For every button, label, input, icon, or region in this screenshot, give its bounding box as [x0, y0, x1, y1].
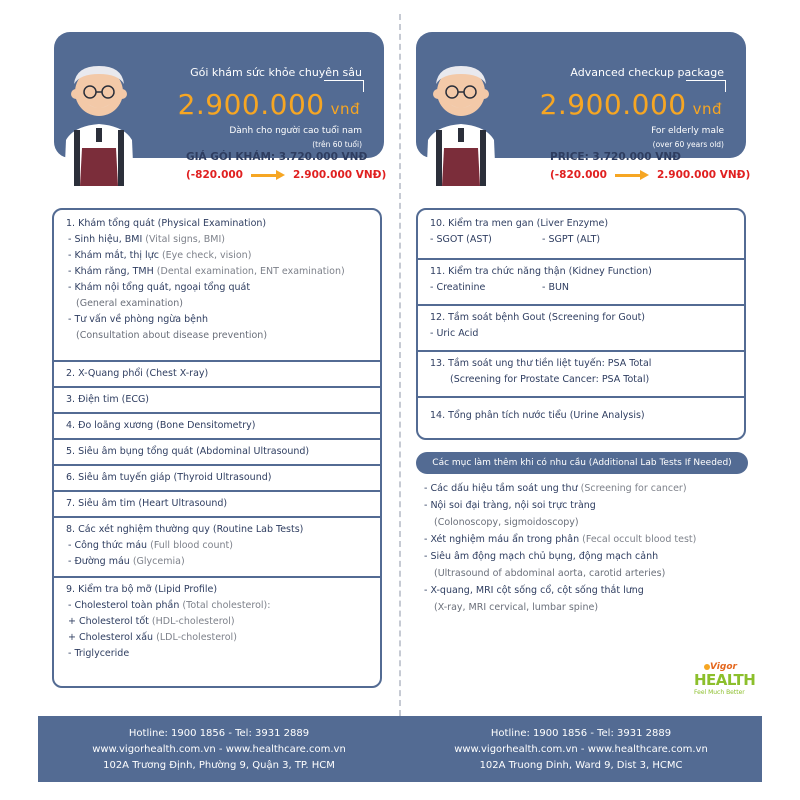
- item-heading: 14. Tổng phân tích nước tiểu (Urine Analysis): [430, 410, 645, 421]
- vigor-health-logo: [692, 662, 756, 702]
- item-line: - Triglyceride: [68, 648, 130, 659]
- hotline-text: Hotline: 1900 1856 - Tel: 3931 2889: [490, 728, 672, 739]
- list-item: [54, 466, 380, 492]
- logo-top-text: Vigor: [710, 662, 737, 672]
- item-line: (Consultation about disease prevention): [76, 330, 268, 341]
- item-line: - SGOT (AST) - SGPT (ALT): [430, 234, 601, 245]
- item-heading: 9. Kiểm tra bộ mỡ (Lipid Profile): [66, 584, 218, 595]
- additional-tests-list: [424, 480, 744, 616]
- additional-tests-header: Các mục làm thêm khi có nhu cầu (Additional Lab Tests If Needed): [416, 452, 748, 474]
- item-heading: 2. X-Quang phổi (Chest X-ray): [66, 368, 209, 379]
- item-line: - Khám mắt, thị lực (Eye check, vision): [68, 250, 252, 261]
- list-item: (X-ray, MRI cervical, lumbar spine): [434, 602, 599, 613]
- list-item: - X-quang, MRI cột sống cổ, cột sống thắt lưng: [424, 585, 644, 596]
- item-heading: 6. Siêu âm tuyến giáp (Thyroid Ultrasound): [66, 472, 272, 483]
- item-line: + Cholesterol xấu (LDL-cholesterol): [68, 632, 237, 643]
- discounted-price: 2.900.000 VNĐ): [292, 169, 387, 181]
- right-items-box: [416, 208, 746, 440]
- item-line: - Khám nội tổng quát, ngoại tổng quát: [68, 282, 251, 293]
- arrow-right-icon: [615, 170, 649, 180]
- discount-line: [186, 169, 386, 181]
- discount-amount: (-820.000: [186, 169, 243, 181]
- website-text: www.vigorhealth.com.vn - www.healthcare.com.vn: [454, 744, 708, 755]
- item-heading: 12. Tầm soát bệnh Gout (Screening for Gout): [430, 312, 646, 323]
- discount-line: [550, 169, 750, 181]
- list-item: - Các dấu hiệu tầm soát ung thư (Screening for cancer): [424, 483, 687, 494]
- list-item: [418, 352, 744, 398]
- list-item: [418, 260, 744, 306]
- list-item: (Colonoscopy, sigmoidoscopy): [434, 517, 579, 528]
- list-item: [418, 210, 744, 260]
- item-heading-en: (Screening for Prostate Cancer: PSA Total): [450, 374, 650, 385]
- price-value: 2.900.000: [177, 88, 325, 121]
- item-heading: 11. Kiểm tra chức năng thận (Kidney Function): [430, 266, 652, 277]
- item-line: - Đường máu (Glycemia): [68, 556, 185, 567]
- footer-right: [400, 726, 762, 774]
- item-heading: 10. Kiểm tra men gan (Liver Enzyme): [430, 218, 609, 229]
- package-price: GIÁ GÓI KHÁM: 3.720.000 VNĐ: [186, 151, 368, 163]
- address-text: 102A Trương Định, Phường 9, Quận 3, TP. HCM: [103, 760, 335, 771]
- logo-tagline: Feel Much Better: [694, 689, 745, 696]
- list-item: [54, 518, 380, 578]
- banner-title: Advanced checkup package: [570, 66, 724, 79]
- list-item: - Siêu âm động mạch chủ bụng, động mạch cảnh: [424, 551, 659, 562]
- footer-left: [38, 726, 400, 774]
- list-item: [54, 492, 380, 518]
- price-value: 2.900.000: [539, 88, 687, 121]
- banner-age-note: (trên 60 tuổi): [312, 140, 362, 149]
- item-line: + Cholesterol tốt (HDL-cholesterol): [68, 616, 235, 627]
- hotline-text: Hotline: 1900 1856 - Tel: 3931 2889: [128, 728, 310, 739]
- item-line: (General examination): [76, 298, 183, 309]
- list-item: - Nội soi đại tràng, nội soi trực tràng: [424, 500, 596, 511]
- price-unit: vnđ: [330, 100, 360, 118]
- list-item: [54, 388, 380, 414]
- item-heading: 7. Siêu âm tim (Heart Ultrasound): [66, 498, 228, 509]
- price-unit: vnđ: [692, 100, 722, 118]
- item-line: - Khám răng, TMH (Dental examination, ENT examination): [68, 266, 345, 277]
- item-heading: 4. Đo loãng xương (Bone Densitometry): [66, 420, 256, 431]
- item-line: - Tư vấn về phòng ngừa bệnh: [68, 314, 209, 325]
- discounted-price: 2.900.000 VNĐ): [656, 169, 751, 181]
- banner-price: [540, 88, 722, 121]
- item-heading: 8. Các xét nghiệm thường quy (Routine Lab Tests): [66, 524, 304, 535]
- website-text: www.vigorhealth.com.vn - www.healthcare.com.vn: [92, 744, 346, 755]
- package-price: PRICE: 3.720.000 VNĐ: [550, 151, 681, 163]
- elderly-man-illustration: [406, 48, 516, 186]
- banner-subtitle: Dành cho người cao tuổi nam: [229, 126, 362, 136]
- list-item: (Ultrasound of abdominal aorta, carotid arteries): [434, 568, 666, 579]
- item-heading: 5. Siêu âm bụng tổng quát (Abdominal Ultrasound): [66, 446, 310, 457]
- item-heading: 13. Tầm soát ung thư tiền liệt tuyến: PSA Total: [430, 358, 652, 369]
- discount-amount: (-820.000: [550, 169, 607, 181]
- list-item: [54, 362, 380, 388]
- item-heading: 3. Điện tim (ECG): [66, 394, 150, 405]
- right-panel: [400, 14, 762, 716]
- list-item: [54, 440, 380, 466]
- banner-age-note: (over 60 years old): [652, 140, 724, 149]
- item-line: - Công thức máu (Full blood count): [68, 540, 233, 551]
- list-item: [418, 398, 744, 438]
- banner-title: Gói khám sức khỏe chuyên sâu: [190, 66, 362, 79]
- list-item: - Xét nghiệm máu ẩn trong phân (Fecal occult blood test): [424, 534, 697, 545]
- address-text: 102A Truong Dinh, Ward 9, Dist 3, HCMC: [479, 760, 683, 771]
- left-panel: [38, 14, 400, 716]
- list-item: [54, 210, 380, 362]
- item-heading: 1. Khám tổng quát (Physical Examination): [66, 218, 267, 229]
- item-line: - Creatinine - BUN: [430, 282, 570, 293]
- footer: [38, 716, 762, 782]
- list-item: [54, 578, 380, 678]
- logo-main-text: HEALTH: [694, 671, 756, 689]
- left-items-box: [52, 208, 382, 688]
- arrow-right-icon: [251, 170, 285, 180]
- list-item: [418, 306, 744, 352]
- item-line: - Cholesterol toàn phần (Total cholesterol):: [68, 600, 271, 611]
- banner-subtitle: For elderly male: [651, 126, 724, 136]
- item-line: - Sinh hiệu, BMI (Vital signs, BMI): [68, 234, 225, 245]
- banner-price: [178, 88, 360, 121]
- item-line: - Uric Acid: [430, 328, 479, 339]
- elderly-man-illustration: [44, 48, 154, 186]
- list-item: [54, 414, 380, 440]
